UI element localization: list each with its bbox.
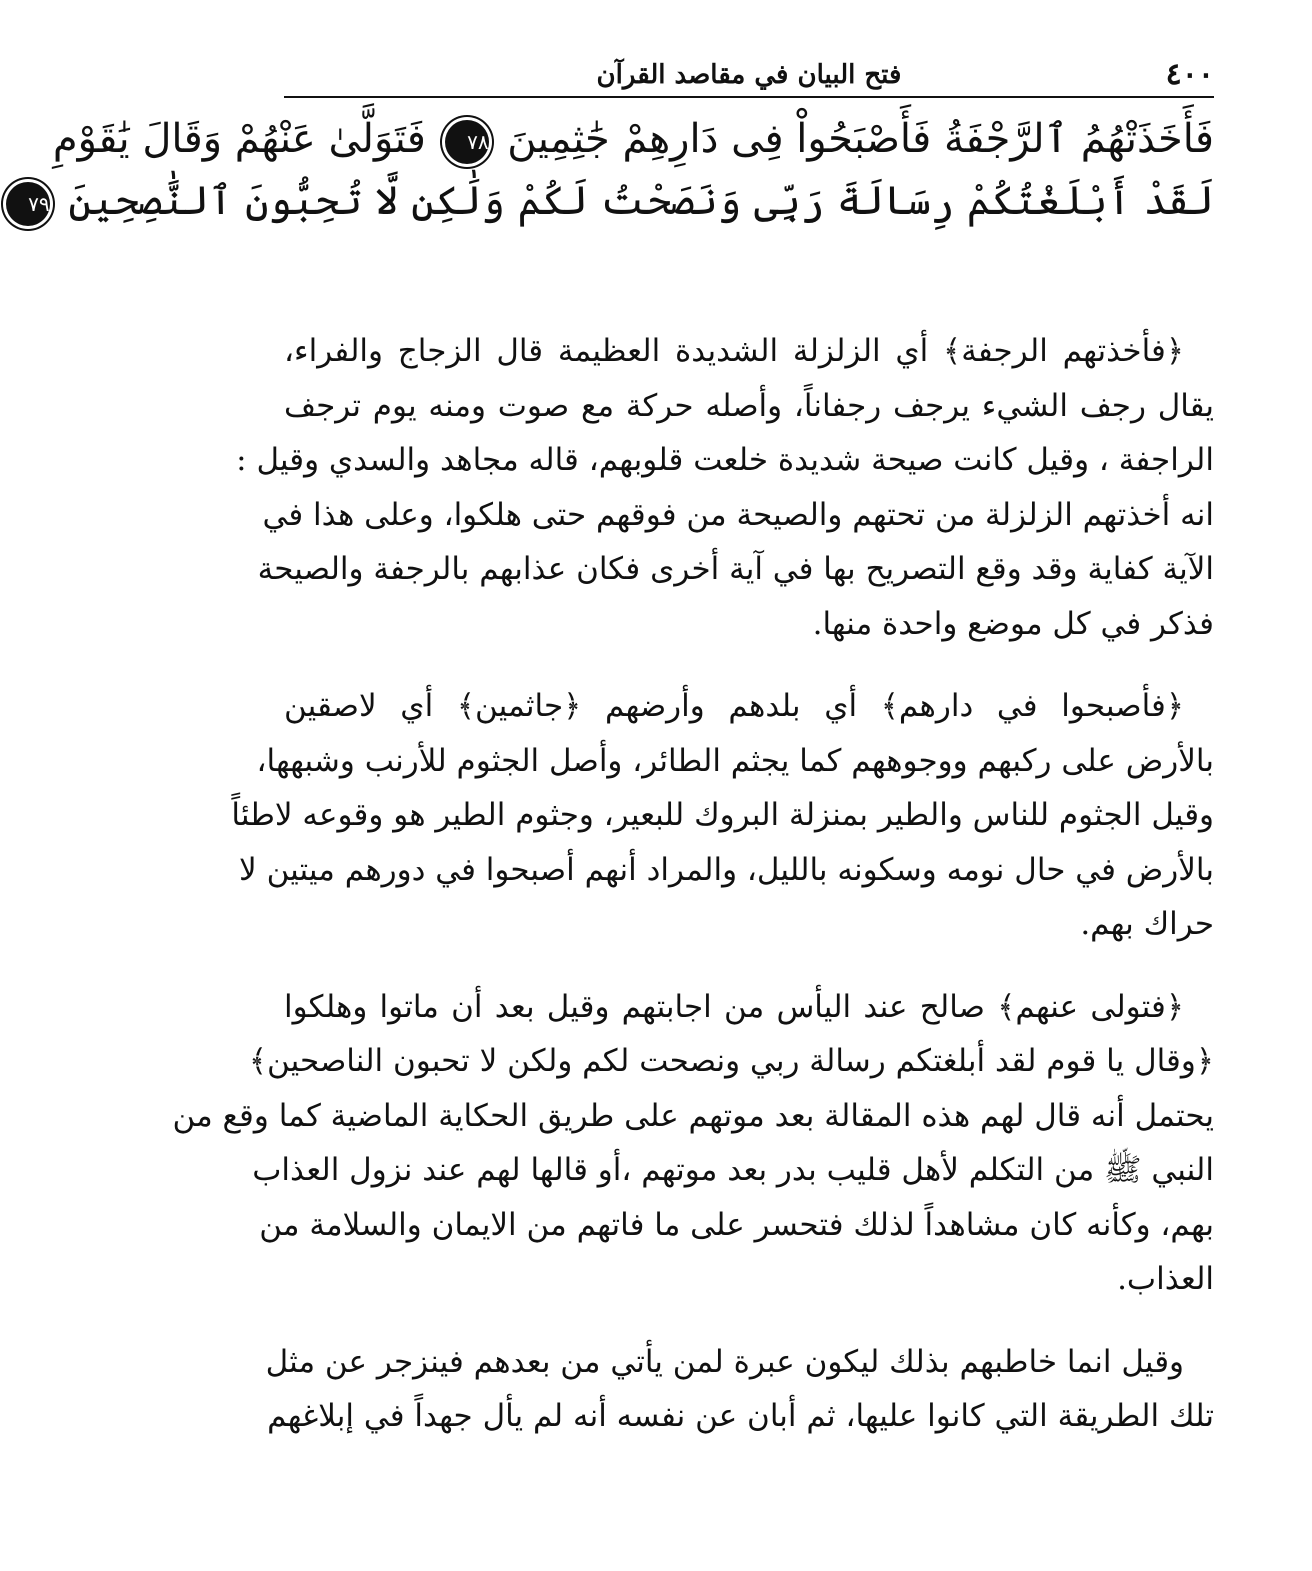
text-line: ﴿وقال يا قوم لقد أبلغتكم رسالة ربي ونصحت لكم ولكن لا تحبون الناصحين﴾	[248, 1043, 1214, 1079]
book-title: فتح البيان في مقاصد القرآن	[596, 60, 902, 90]
text-line: الآية كفاية وقد وقع التصريح بها في آية أخرى فكان عذابهم بالرجفة والصيحة	[257, 551, 1214, 587]
verse-text: لَقَدْ أَبْلَغْتُكُمْ رِسَالَةَ رَبِّى وَنَصَحْتُ لَكُمْ وَلَٰكِن لَّا تُحِبُّونَ ٱلنَّٰصِحِينَ	[68, 178, 1214, 224]
text-line: يحتمل أنه قال لهم هذه المقالة بعد موتهم على طريق الحكاية الماضية كما وقع من	[172, 1097, 1214, 1134]
verse-line-1	[52, 108, 1214, 170]
book-page	[28, 48, 1214, 1472]
text-line: حراك بهم.	[1080, 906, 1214, 942]
commentary-paragraph	[265, 1335, 1214, 1444]
verse-line-2	[28, 170, 1214, 232]
commentary-paragraph	[172, 980, 1214, 1307]
text-line: انه أخذتهم الزلزلة من تحتهم والصيحة من فوقهم حتى هلكوا، وعلى هذا في	[262, 496, 1214, 533]
text-line: ﴿فأخذتهم الرجفة﴾ أي الزلزلة الشديدة العظيمة قال الزجاج والفراء،	[284, 333, 1184, 369]
commentary-paragraph	[231, 679, 1214, 952]
text-line: وقيل انما خاطبهم بذلك ليكون عبرة لمن يأتي من بعدهم فينزجر عن مثل	[265, 1343, 1184, 1380]
quran-verses	[28, 108, 1214, 232]
text-line: يقال رجف الشيء يرجف رجفاناً، وأصله حركة مع صوت ومنه يوم ترجف	[284, 387, 1214, 424]
verse-text: فَأَخَذَتْهُمُ ٱلرَّجْفَةُ فَأَصْبَحُواْ فِى دَارِهِمْ جَٰثِمِينَ	[507, 116, 1214, 162]
text-line: ﴿فتولى عنهم﴾ صالح عند اليأس من اجابتهم وقيل بعد أن ماتوا وهلكوا	[284, 988, 1184, 1025]
page-number: ٤٠٠	[1165, 57, 1214, 92]
verse-number-marker: ٧٨	[445, 120, 489, 164]
text-line: ﴿فأصبحوا في دارهم﴾ أي بلدهم وأرضهم ﴿جاثمين﴾ أي لاصقين	[284, 688, 1184, 724]
page-header	[284, 48, 1214, 98]
verse-number-marker: ٧٩	[6, 182, 50, 226]
commentary-paragraph	[236, 324, 1214, 651]
text-line: بهم، وكأنه كان مشاهداً لذلك فتحسر على ما فاتهم من الايمان والسلامة من	[259, 1206, 1214, 1243]
text-line: الراجفة ، وقيل كانت صيحة شديدة خلعت قلوبهم، قاله مجاهد والسدي وقيل :	[236, 442, 1214, 478]
commentary-body	[172, 324, 1214, 1444]
text-line: فذكر في كل موضع واحدة منها.	[812, 605, 1214, 642]
text-line: تلك الطريقة التي كانوا عليها، ثم أبان عن نفسه أنه لم يأل جهداً في إبلاغهم	[267, 1398, 1214, 1434]
text-line: العذاب.	[1117, 1261, 1214, 1297]
text-line: بالأرض على ركبهم ووجوههم كما يجثم الطائر، وأصل الجثوم للأرنب وشبهها،	[256, 742, 1214, 779]
verse-text: فَتَوَلَّىٰ عَنْهُمْ وَقَالَ يَٰقَوْمِ	[52, 116, 426, 162]
text-line: وقيل الجثوم للناس والطير بمنزلة البروك للبعير، وجثوم الطير هو وقوعه لاطئاً	[231, 797, 1214, 833]
text-line: بالأرض في حال نومه وسكونه بالليل، والمراد أنهم أصبحوا في دورهم ميتين لا	[239, 851, 1214, 888]
text-line: النبي ﷺ من التكلم لأهل قليب بدر بعد موتهم ،أو قالها لهم عند نزول العذاب	[252, 1152, 1214, 1188]
